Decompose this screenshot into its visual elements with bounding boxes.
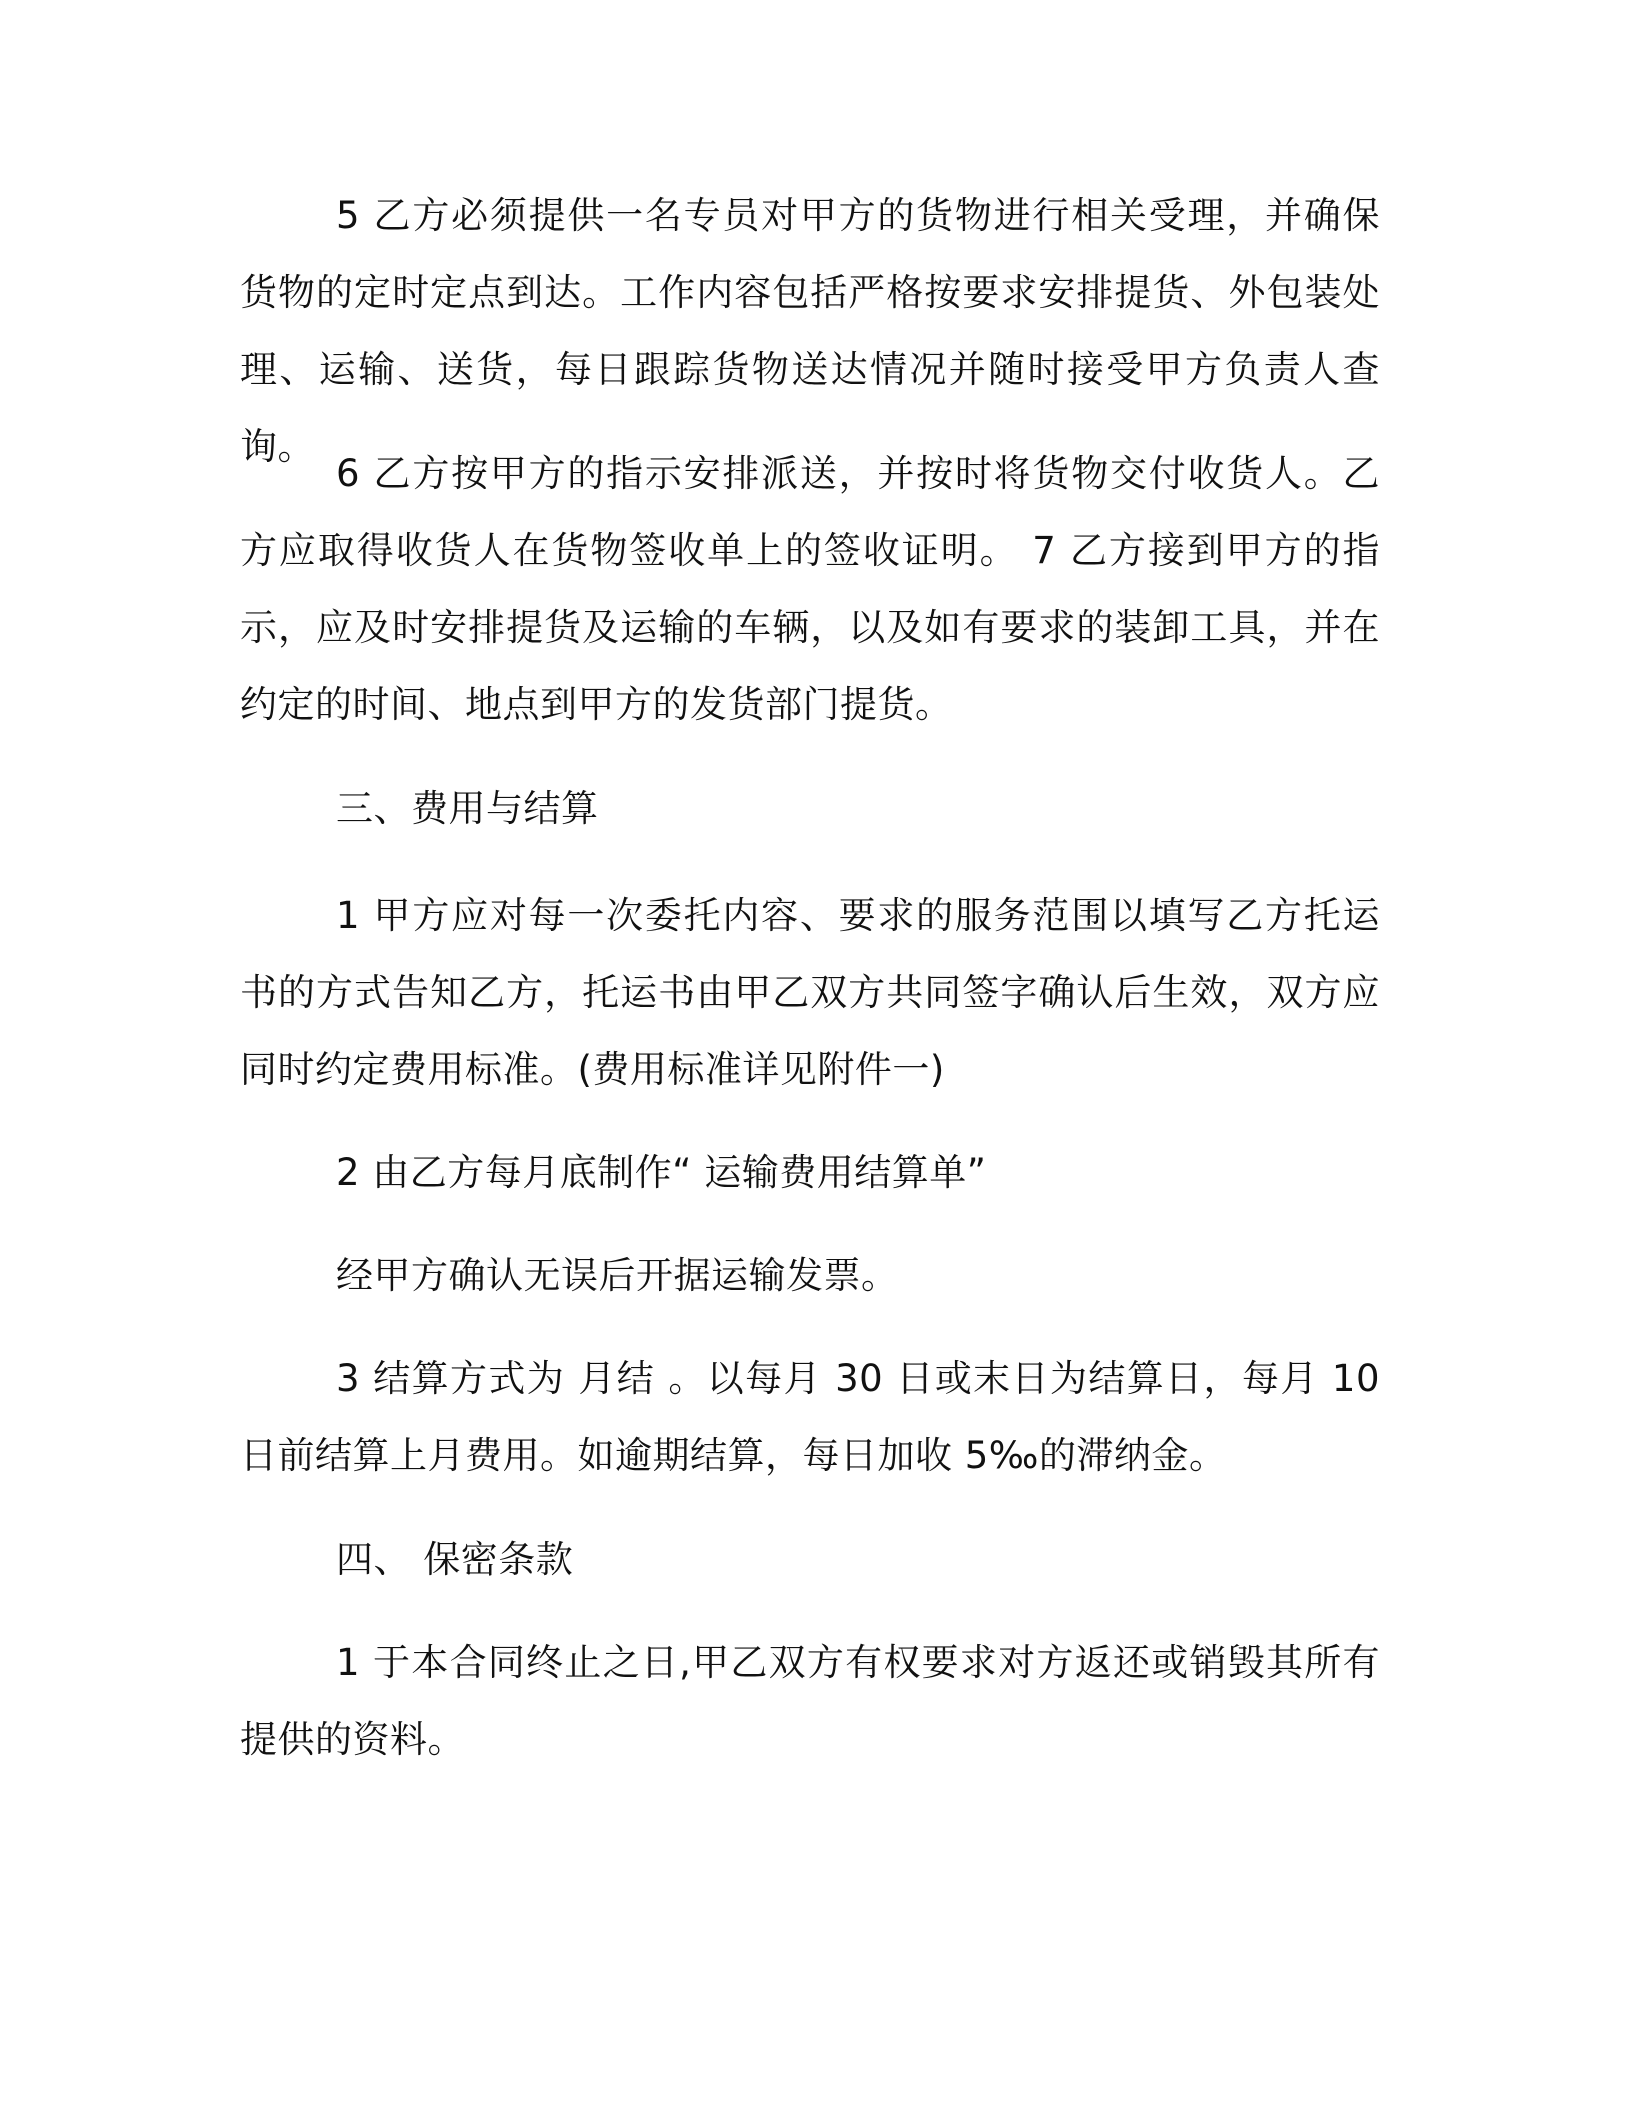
section-4-clause-1-paragraph: 1 于本合同终止之日,甲乙双方有权要求对方返还或销毁其所有提供的资料。 — [240, 1641, 1380, 1761]
clause-6-7-paragraph: 6 乙方按甲方的指示安排派送，并按时将货物交付收货人。乙方应取得收货人在货物签收单上的签收证明。 7 乙方接到甲方的指示，应及时安排提货及运输的车辆，以及如有要求的装卸工具，并在约定的时间、地点到甲方的发货部门提货。 — [240, 452, 1380, 726]
section-3-clause-2-continuation: 经甲方确认无误后开据运输发票。 — [336, 1254, 899, 1297]
section-4-heading: 四、 保密条款 — [336, 1538, 574, 1581]
section-3-clause-3-paragraph: 3 结算方式为 月结 。以每月 30 日或末日为结算日，每月 10 日前结算上月费用。如逾期结算，每日加收 5‰的滞纳金。 — [240, 1357, 1380, 1477]
clause-5-paragraph: 5 乙方必须提供一名专员对甲方的货物进行相关受理，并确保货物的定时定点到达。工作内容包括严格按要求安排提货、外包装处理、运输、送货，每日跟踪货物送达情况并随时接受甲方负责人查询。 — [240, 194, 1380, 468]
section-3-heading: 三、费用与结算 — [336, 787, 599, 830]
section-3-clause-1-paragraph: 1 甲方应对每一次委托内容、要求的服务范围以填写乙方托运书的方式告知乙方，托运书由甲乙双方共同签字确认后生效，双方应同时约定费用标准。(费用标准详见附件一) — [240, 894, 1380, 1091]
section-3-clause-2-paragraph: 2 由乙方每月底制作“ 运输费用结算单” — [336, 1151, 987, 1194]
